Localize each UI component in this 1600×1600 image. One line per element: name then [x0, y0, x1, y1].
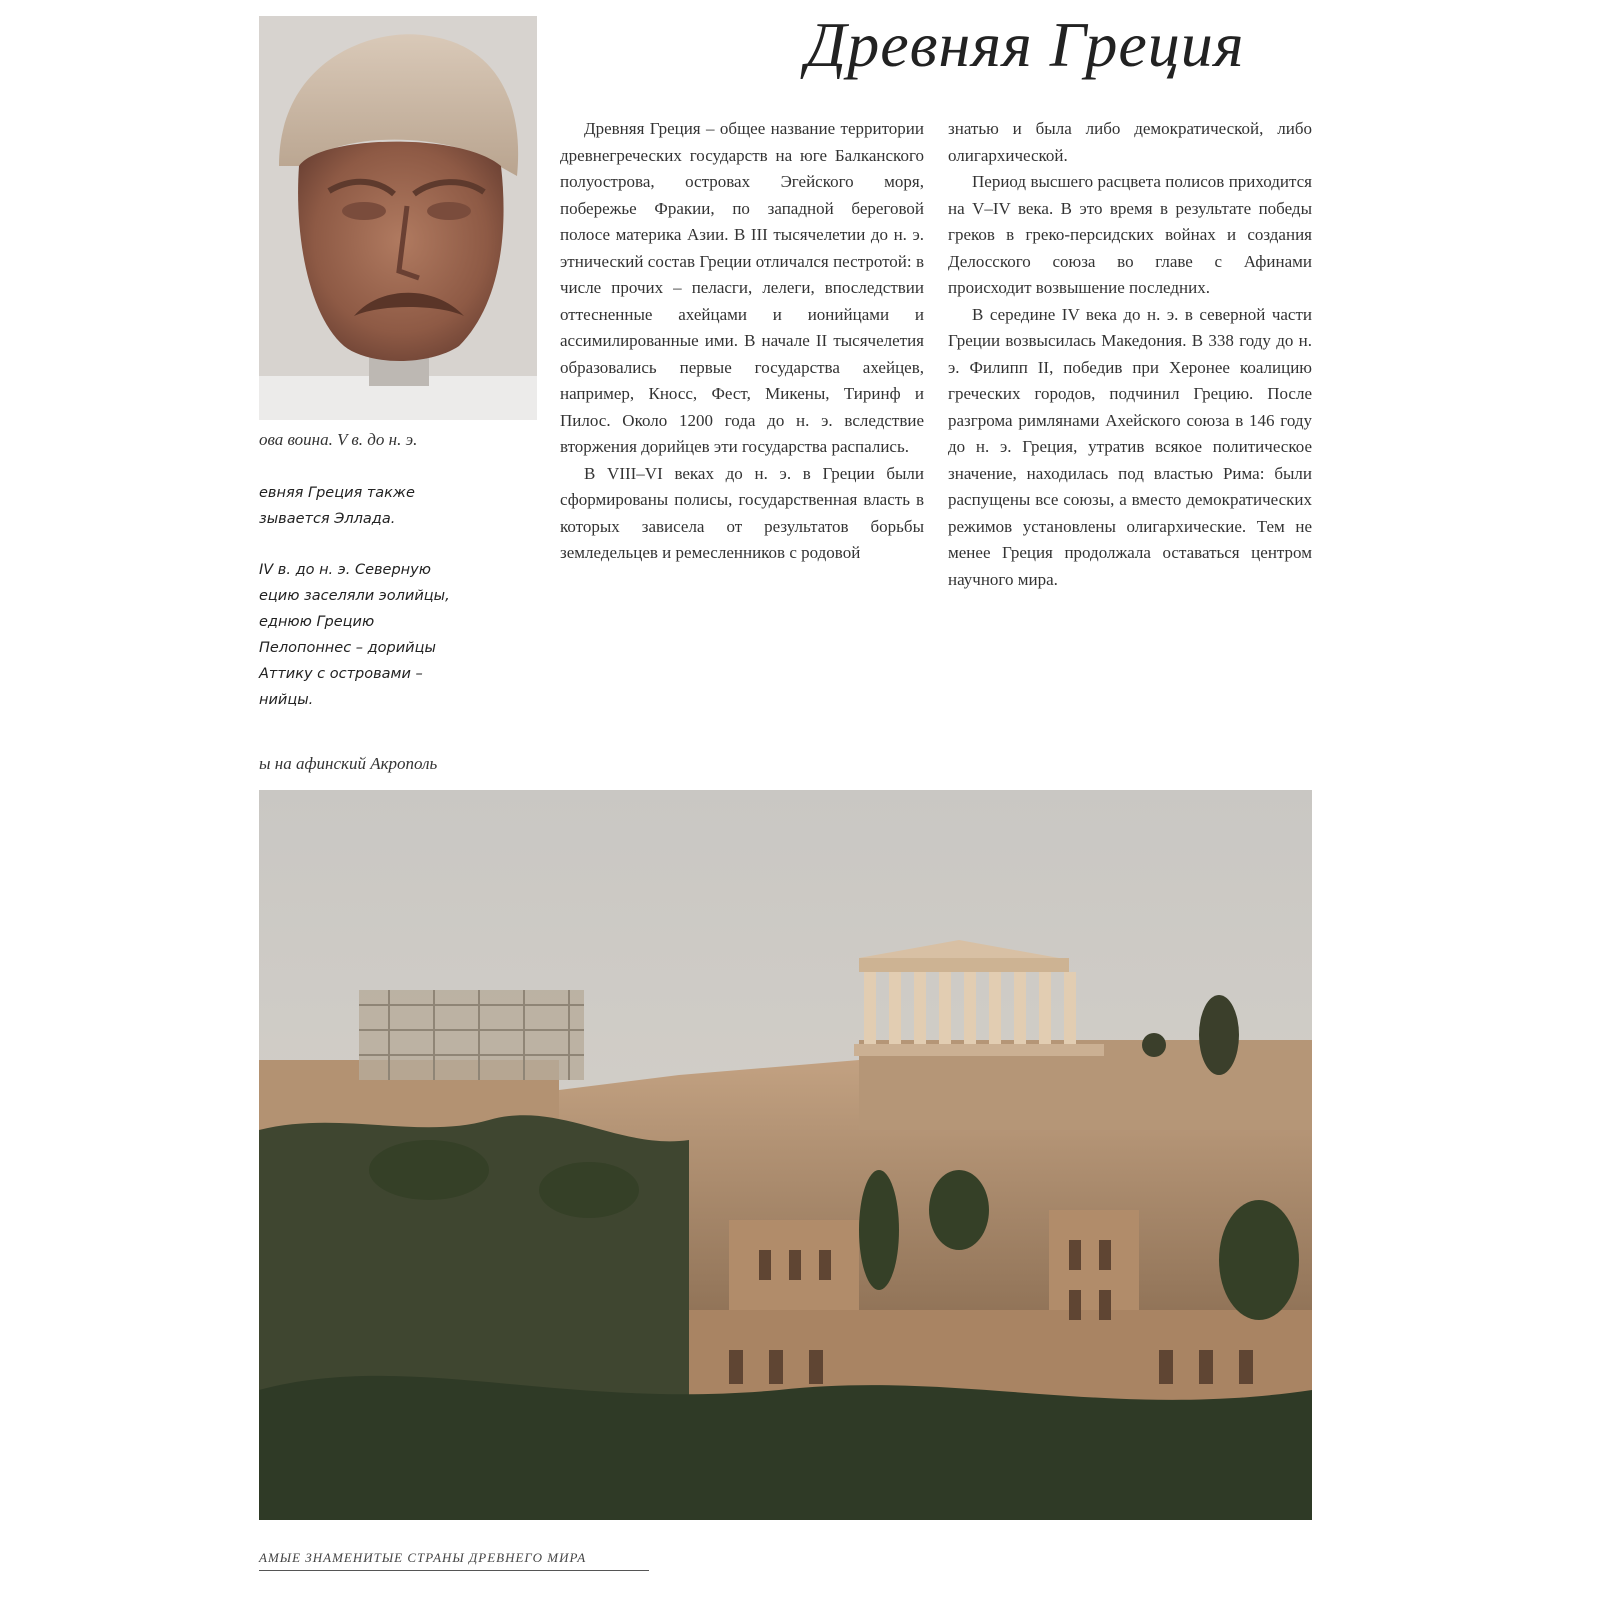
running-footer: АМЫЕ ЗНАМЕНИТЫЕ СТРАНЫ ДРЕВНЕГО МИРА	[259, 1550, 649, 1571]
paragraph: В VIII–VI веках до н. э. в Греции были сформированы полисы, государственная власть в которых зависела от результатов борьбы земледельцев и ремесленников с родовой	[560, 463, 924, 562]
portrait-caption: ова воина. V в. до н. э.	[259, 430, 418, 449]
acropolis-photo	[259, 790, 1312, 1520]
paragraph: Древняя Греция – общее название территории древнегреческих государств на юге Балканского полуострова, островах Эгейского моря, побережье Фракии, по западной береговой полосе материка Азии. В III тысячелетии до н. э. этнический состав Греции отличался пестротой: в числе прочих – пеласги, лелеги, впоследствии оттесненные ахейцами и ионийцами и ассимилированные ими. В начале II тысячелетия образовались первые государства ахейцев, например, Кносс, Фест, Микены, Тиринф и Пилос. Около 1200 года до н. э. вследствие вторжения дорийцев эти государства распались.	[560, 119, 924, 456]
paragraph: Период высшего расцвета полисов приходится на V–IV века. В это время в результате победы греков в греко-персидских войнах и создания Делосского союза во главе с Афинами происходит возвышение последних.	[948, 172, 1312, 297]
page-title: Древняя Греция	[805, 9, 1245, 80]
warrior-head-illustration	[259, 16, 537, 420]
sidenote: IV в. до н. э. Северную ецию заселяли эолийцы, еднюю Грецию Пелопоннес – дорийцы Аттику с островами – нийцы.	[259, 562, 450, 708]
text-column-1	[560, 116, 924, 567]
sidenote: евняя Греция также зывается Эллада.	[259, 485, 415, 527]
paragraph: В середине IV века до н. э. в северной части Греции возвысилась Македония. В 338 году до н. э. Филипп II, победив при Херонее коалицию греческих городов, подчинил Грецию. После разгрома римлянами Ахейского союза в 146 году до н. э. Греция, утратив всякое политическое значение, находилась под властью Рима: были распущены все союзы, а вместо демократических режимов установлены олигархические. Тем не менее Греция продолжала оставаться центром научного мира.	[948, 304, 1312, 589]
acropolis-illustration	[259, 790, 1312, 1520]
paragraph-continuation: знатью и была либо демократической, либо олигархической.	[948, 119, 1312, 165]
acropolis-caption: ы на афинский Акрополь	[259, 754, 438, 773]
sidebar-notes	[259, 480, 519, 738]
text-column-2	[948, 116, 1312, 593]
warrior-head-photo	[259, 16, 537, 420]
